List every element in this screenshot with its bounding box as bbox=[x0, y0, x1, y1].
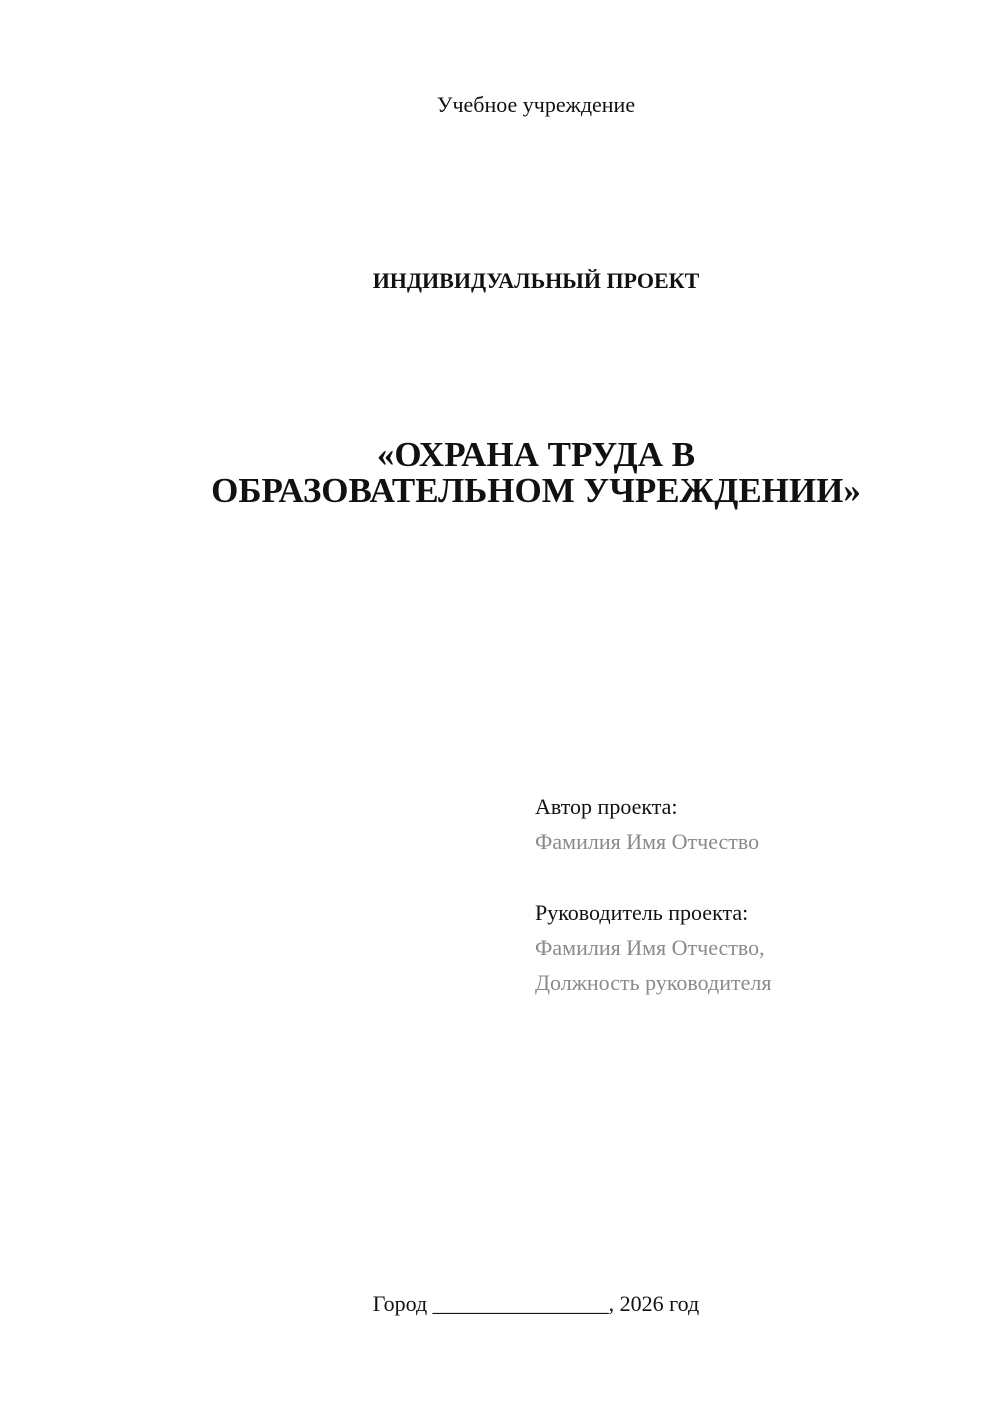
supervisor-name: Фамилия Имя Отчество, bbox=[535, 935, 765, 960]
supervisor-position: Должность руководителя bbox=[535, 970, 772, 995]
document-type: ИНДИВИДУАЛЬНЫЙ ПРОЕКТ bbox=[372, 268, 700, 293]
city-year-footer: Город ________________, 2026 год bbox=[372, 1291, 700, 1316]
project-title bbox=[0, 437, 1000, 509]
spacer bbox=[535, 859, 975, 895]
project-title-line-2: ОБРАЗОВАТЕЛЬНОМ УЧРЕЖДЕНИИ» bbox=[211, 471, 861, 510]
supervisor-label: Руководитель проекта: bbox=[535, 900, 749, 925]
author-name: Фамилия Имя Отчество bbox=[535, 829, 760, 854]
author-label: Автор проекта: bbox=[535, 794, 678, 819]
project-people-block bbox=[535, 789, 975, 1000]
project-title-line-1: «ОХРАНА ТРУДА В bbox=[376, 435, 696, 474]
institution-name: Учебное учреждение bbox=[436, 92, 636, 117]
